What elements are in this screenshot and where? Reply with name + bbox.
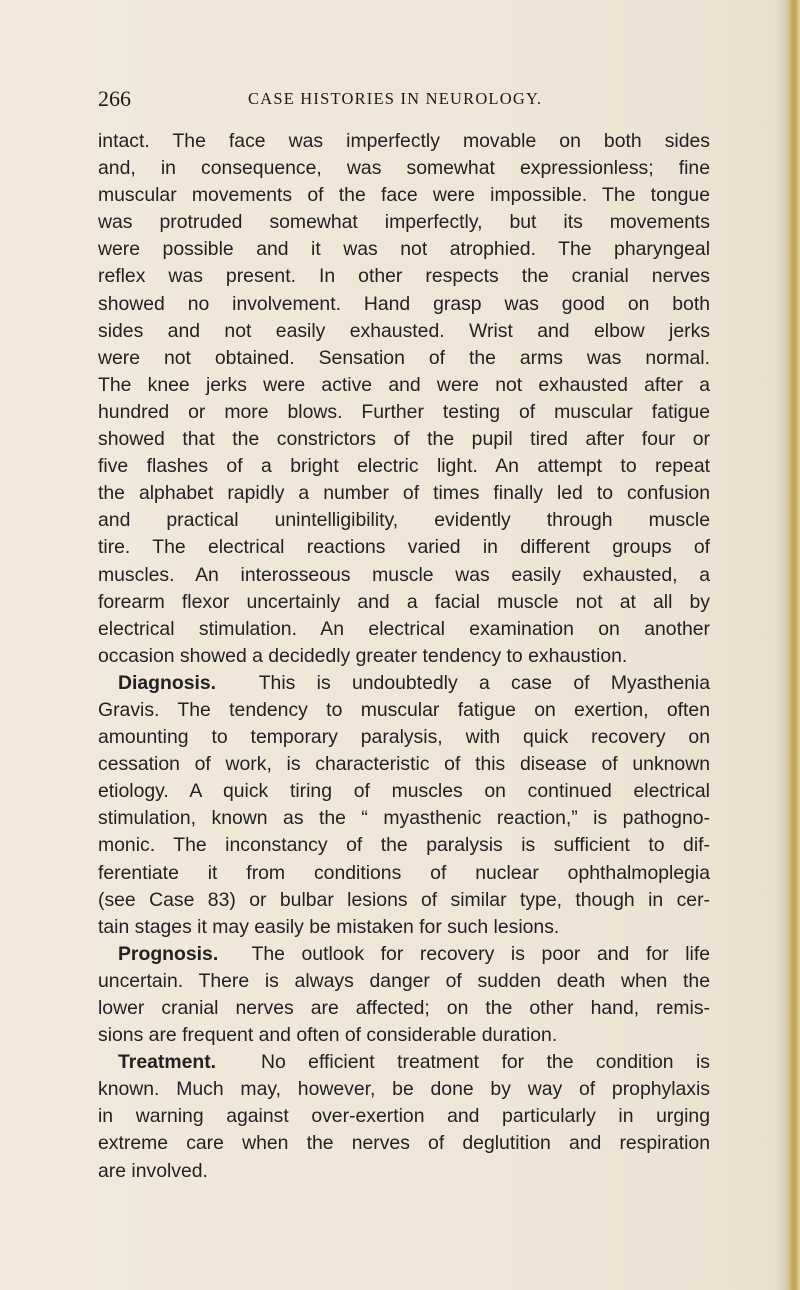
text-line: forearm flexor uncertainly and a facial muscle not at all by: [98, 590, 710, 613]
treatment-heading: Treatment.: [118, 1051, 217, 1074]
text-line: The knee jerks were active and were not exhausted after a: [98, 373, 710, 396]
text-line: hundred or more blows. Further testing of muscular fatigue: [98, 400, 710, 423]
page-edge-shadow: [778, 0, 788, 1290]
text-line: were not obtained. Sensation of the arms was normal.: [98, 346, 710, 369]
running-head: CASE HISTORIES IN NEUROLOGY.: [248, 89, 543, 108]
text-line: and practical unintelligibility, evidently through muscle: [98, 509, 710, 532]
text-line: showed that the constrictors of the pupil tired after four or: [98, 428, 710, 451]
text-line: etiology. A quick tiring of muscles on continued electrical: [98, 780, 710, 803]
text-line: Gravis. The tendency to muscular fatigue on exertion, often: [98, 698, 710, 721]
diagnosis-heading: Diagnosis.: [118, 671, 217, 694]
text-line: muscles. An interosseous muscle was easily exhausted, a: [98, 563, 710, 586]
text-line: uncertain. There is always danger of sudden death when the: [98, 969, 710, 992]
page-header: [98, 86, 710, 116]
text-line: occasion showed a decidedly greater tendency to exhaustion.: [98, 644, 628, 667]
text-line: reflex was present. In other respects the cranial nerves: [98, 265, 710, 288]
text-line: electrical stimulation. An electrical examination on another: [98, 617, 710, 640]
text-line: five flashes of a bright electric light. An attempt to repeat: [98, 455, 710, 478]
text-line: intact. The face was imperfectly movable on both sides: [98, 130, 710, 152]
text-line: cessation of work, is characteristic of this disease of unknown: [98, 753, 710, 776]
text-line: muscular movements of the face were impossible. The tongue: [98, 184, 710, 207]
text-line: was protruded somewhat imperfectly, but its movements: [98, 211, 710, 234]
body-text: [98, 128, 710, 1185]
text-line: (see Case 83) or bulbar lesions of similar type, though in cer-: [98, 888, 710, 911]
text-line: in warning against over-exertion and particularly in urging: [98, 1105, 710, 1128]
text-line: amounting to temporary paralysis, with quick recovery on: [98, 726, 710, 749]
text-line: tire. The electrical reactions varied in different groups of: [98, 536, 710, 559]
text-line: tain stages it may easily be mistaken for such lesions.: [98, 915, 560, 938]
text-line: known. Much may, however, be done by way of prophylaxis: [98, 1078, 710, 1101]
text-line: extreme care when the nerves of deglutition and respiration: [98, 1132, 710, 1155]
text-line: ferentiate it from conditions of nuclear ophthalmoplegia: [98, 861, 710, 884]
text-line: sides and not easily exhausted. Wrist and elbow jerks: [98, 319, 710, 342]
prognosis-first-line: [98, 941, 710, 968]
text-line: the alphabet rapidly a number of times finally led to confusion: [98, 482, 710, 505]
diagnosis-first-line: [98, 670, 710, 697]
text-line: are involved.: [98, 1159, 208, 1182]
text-line: lower cranial nerves are affected; on the other hand, remis-: [98, 997, 710, 1019]
text-line: were possible and it was not atrophied. The pharyngeal: [98, 238, 710, 261]
treatment-first-line: [98, 1049, 710, 1076]
text-line: showed no involvement. Hand grasp was good on both: [98, 292, 710, 315]
text-line: sions are frequent and often of considerable duration.: [98, 1024, 558, 1047]
prognosis-first-text: The outlook for recovery is poor and for life: [251, 942, 710, 965]
page-gilt-edge: [788, 0, 800, 1290]
treatment-first-text: No efficient treatment for the condition is: [260, 1051, 710, 1074]
diagnosis-first-text: This is undoubtedly a case of Myasthenia: [258, 671, 710, 694]
text-line: monic. The inconstancy of the paralysis is sufficient to dif-: [98, 834, 710, 857]
text-line: and, in consequence, was somewhat expressionless; fine: [98, 157, 710, 180]
page-number: 266: [98, 86, 131, 111]
prognosis-heading: Prognosis.: [118, 942, 219, 965]
text-line: stimulation, known as the “ myasthenic reaction,” is pathogno-: [98, 807, 710, 830]
